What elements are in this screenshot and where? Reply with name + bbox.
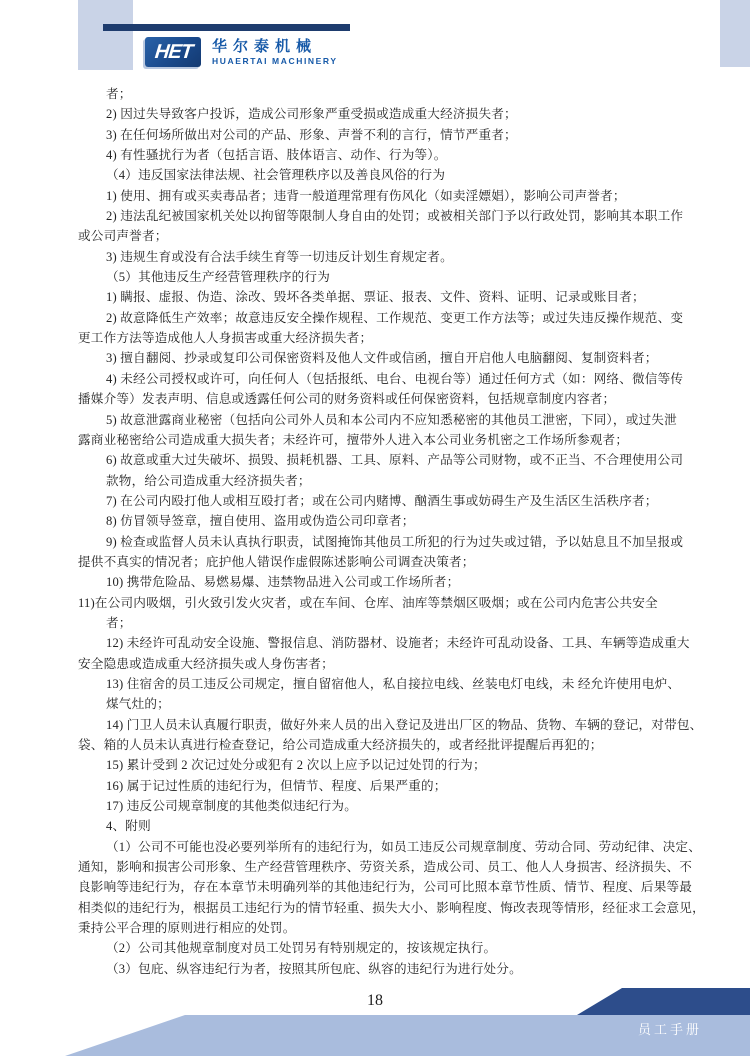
text-line: 6) 故意或重大过失破坏、损毁、损耗机器、工具、原料、产品等公司财物，或不正当、不合理使用公司 (106, 453, 684, 468)
document-body (78, 84, 705, 979)
text-line: （4）违反国家法律法规、社会管理秩序以及善良风俗的行为 (106, 168, 446, 183)
text-line: 10) 携带危险品、易燃易爆、违禁物品进入公司或工作场所者； (106, 575, 460, 590)
text-line: 4、附则 (106, 819, 151, 834)
text-line: 通知，影响和损害公司形象、生产经营管理秩序、劳资关系，造成公司、员工、他人人身损害、经济损失、不 (78, 860, 693, 875)
text-line: （1）公司不可能也没必要列举所有的违纪行为，如员工违反公司规章制度、劳动合同、劳动纪律、决定、 (106, 839, 702, 854)
text-line: 4) 有性骚扰行为者（包括言语、肢体语言、动作、行为等）。 (106, 148, 447, 163)
text-line: 2) 故意降低生产效率；故意违反安全操作规程、工作规范、变更工作方法等；或过失违反操作规范、变 (106, 310, 684, 325)
text-line: 2) 违法乱纪被国家机关处以拘留等限制人身自由的处罚；或被相关部门予以行政处罚，影响其本职工作 (106, 209, 684, 224)
text-line: 13) 住宿舍的员工违反公司规定，擅自留宿他人，私自接拉电线、丝装电灯电线，未 经允许使用电炉、 (106, 676, 681, 691)
text-line: 或公司声誉者； (78, 229, 168, 244)
text-line: （2）公司其他规章制度对员工处罚另有特别规定的，按该规定执行。 (106, 941, 497, 956)
text-line: 露商业秘密给公司造成重大损失者；未经许可，擅带外人进入本公司业务机密之工作场所参观者； (78, 432, 629, 447)
text-line: 1) 瞒报、虚报、伪造、涂改、毁坏各类单据、票证、报表、文件、资料、证明、记录或账目者； (106, 290, 645, 305)
text-line: （5）其他违反生产经营管理秩序的行为 (106, 270, 330, 285)
header-accent-left (78, 0, 133, 70)
text-line: 8) 仿冒领导签章，擅自使用、盗用或伪造公司印章者； (106, 514, 415, 529)
text-line: 11)在公司内吸烟，引火致引发火灾者，或在车间、仓库、油库等禁烟区吸烟；或在公司内危害公共安全 (78, 595, 658, 610)
text-line: 秉持公平合理的原则进行相应的处罚。 (78, 921, 296, 936)
text-line: 14) 门卫人员未认真履行职责，做好外来人员的出入登记及进出厂区的物品、货物、车辆的登记，对带包、 (106, 717, 703, 732)
text-line: 煤气灶的； (106, 697, 170, 712)
text-line: 提供不真实的情况者；庇护他人错误作虚假陈述影响公司调查决策者； (78, 554, 475, 569)
company-name-cn: 华尔泰机械 (212, 38, 318, 55)
company-brand (212, 38, 432, 67)
text-line: 12) 未经许可乱动安全设施、警报信息、消防器材、设施者；未经许可乱动设备、工具、车辆等造成重大 (106, 636, 690, 651)
text-line: 播媒介等）发表声明、信息或透露任何公司的财务资料或任何保密资料，包括规章制度内容者； (78, 392, 616, 407)
header-accent-right (720, 0, 750, 67)
text-line: 7) 在公司内殴打他人或相互殴打者；或在公司内赌博、酗酒生事或妨碍生产及生活区生活秩序者； (106, 493, 658, 508)
page-number: 18 (367, 992, 383, 1009)
text-line: 1) 使用、拥有或买卖毒品者；违背一般道理常理有伤风化（如卖淫嫖娼），影响公司声誉者； (106, 188, 626, 203)
text-line: （3）包庇、纵容违纪行为者，按照其所包庇、纵容的违纪行为进行处分。 (106, 961, 522, 976)
text-line: 相类似的违纪行为，根据员工违纪行为的情节轻重、损失大小、影响程度、悔改表现等情形，经征求工会意见， (78, 900, 705, 915)
text-line: 良影响等违纪行为，存在本章节未明确列举的其他违纪行为，公司可比照本章节性质、情节、程度、后果等最 (78, 880, 693, 895)
text-line: 更工作方法等造成他人人身损害或重大经济损失者； (78, 331, 373, 346)
text-line: 者； (106, 87, 132, 101)
header-navy-bar (103, 24, 350, 31)
text-line: 17) 违反公司规章制度的其他类似违纪行为。 (106, 799, 358, 814)
text-line: 者； (106, 615, 132, 630)
text-line: 3) 擅自翻阅、抄录或复印公司保密资料及他人文件或信函，擅自开启他人电脑翻阅、复制资料者； (106, 351, 658, 366)
text-line: 3) 违规生育或没有合法手续生育等一切违反计划生育规定者。 (106, 249, 453, 264)
company-logo (145, 37, 201, 67)
company-name-en: HUAERTAI MACHINERY (212, 56, 338, 66)
text-line: 安全隐患或造成重大经济损失或人身伤害者； (78, 656, 334, 671)
text-line: 16) 属于记过性质的违纪行为，但情节、程度、后果严重的； (106, 778, 447, 793)
text-line: 款物，给公司造成重大经济损失者； (106, 473, 311, 488)
text-line: 9) 检查或监督人员未认真执行职责，试图掩饰其他员工所犯的行为过失或过错，予以姑息且不加呈报或 (106, 534, 684, 549)
text-line: 15) 累计受到 2 次记过处分或犯有 2 次以上应予以记过处罚的行为； (106, 758, 486, 773)
company-logo-text: HET (153, 40, 193, 63)
text-line: 袋、箱的人员未认真进行检查登记，给公司造成重大经济损失的，或者经批评提醒后再犯的； (78, 738, 603, 752)
handbook-title: 员工手册 (637, 1022, 702, 1037)
text-line: 5) 故意泄露商业秘密（包括向公司外人员和本公司内不应知悉秘密的其他员工泄密，下同），或过失泄 (106, 412, 677, 427)
text-line: 4) 未经公司授权或许可，向任何人（包括报纸、电台、电视台等）通过任何方式（如：网络、微信等传 (106, 371, 684, 386)
text-line: 3) 在任何场所做出对公司的产品、形象、声誉不利的言行，情节严重者； (106, 127, 517, 142)
text-line: 2) 因过失导致客户投诉，造成公司形象严重受损或造成重大经济损失者； (106, 107, 517, 122)
